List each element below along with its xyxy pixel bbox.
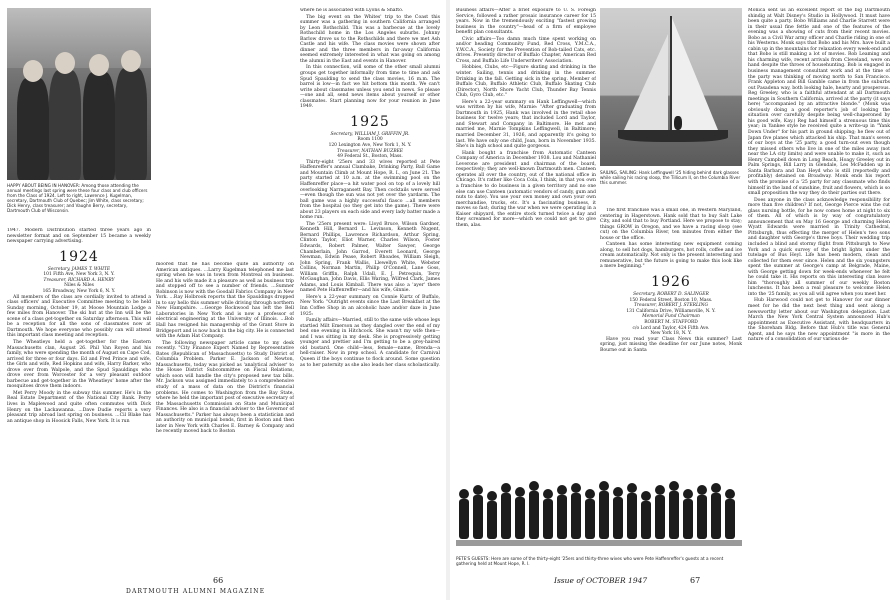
- secretary-address: 101 Fifth Ave, New York 3, N. Y.: [43, 272, 115, 278]
- paragraph: The first franchise was a small one, in Western Maryland, centering in Hagerstown. Hank sold that to buy Salt Lake City, and sold that to buy Portland. Here we propose to stay; things GROW in Oregon, and we have a racing sloop (see cut) on the Columbia River, ten minutes from either the house or the office.: [600, 208, 742, 241]
- magazine-title-footer: DARTMOUTH ALUMNI MAGAZINE: [126, 588, 266, 595]
- fund-chairman-address: New York 18, N. Y.: [650, 331, 692, 337]
- secretary-address: 150 Federal Street, Boston 10, Mass.: [629, 297, 713, 303]
- column-66-1: [7, 228, 151, 572]
- fund-chairman-title: Memorial Fund Chairman: [642, 314, 700, 320]
- paragraph: moored that he has become quite an authority on American antiques. ...Larry Kugelman telephoned me last spring when he was in town from Montreal on business. He and his wife made it a pleasure as well as business trip and stopped off to see a number of friends. ...Sumner Robinson is now with the Goodall Fabrics Company in New York. ...Ray Holbrook reports that the Spauldings dropped in to say hello this summer while driving through northern New Hampshire. ...George Rockwood has left the Bell Laboratories in New York and is now a professor of electrical engineering at the University of Illinois. ...Bob Hall has resigned his managership of the Grant Store in Bridgeport and is now back in the big city. He is connected with the Adam Hat Company.: [156, 262, 294, 340]
- secretary-address: 120 Lexington Ave, New York 1, N. Y.: [328, 143, 412, 149]
- secretary-room: Room 1100: [357, 137, 383, 143]
- treasurer-title: Treasurer, ROBERT J. STERLING: [634, 303, 708, 309]
- secretary-title: Secretary, ROBERT D. SALINGER: [633, 292, 709, 298]
- paragraph: Business affairs—After a brief exposure to U. S. Foreign Service, followed a rather prosaic insurance career for 15 years. Now in the tremendously exciting "fastest growing business in the country"—head of a firm of employee benefit plan consultants.: [456, 8, 596, 36]
- caption-sailing: SAILING, SAILING: Hank Leffingwell '25 hiding behind dark glasses while sailing his racing sloop, the Tillicum II, on the Columbia River this summer.: [600, 170, 741, 185]
- class-officer-info: [7, 267, 151, 295]
- caption-hanover: HAPPY ABOUT BEING IN HANOVER: Among those attending the annual meetings last spring were these four class and club officers from the Class of 1924. Left to right, Lawrence J. Kugelman, secretary, Dartmouth Club of Quebec; Jim White, class secretary; Dick Henry, class treasurer; and Vaughn Berry, secretary, Dartmouth Club of Wisconsin.: [7, 183, 148, 213]
- page-67: [450, 0, 896, 600]
- photo-hanover-group: [7, 8, 151, 180]
- fund-chairman-name: ROBERT M. STAFFORD: [644, 319, 698, 325]
- paragraph: Met Perry Moody in the subway this summer. He's in the Real Estate Department of the National City Bank. Perry lives in Maplewood and quite often commutes with Dick Henry on the Lackawanna. ...Dave Dudie reports a very pleasant trip abroad last spring on business. ...Cil Blake has an antique shop in Hoosick Falls, New York. It is run: [7, 390, 151, 424]
- paragraph: The Wheatleys held a get-together for the Eastern Massachusetts clan, August 26. Phil Van Royen and his family, who were spending the month of August on Cape Cod, arrived for three or four days. Ed and Fred Prince and wife, the Girls and wife, Red Hopkins and wife, Harry Barker, who drove over from Walpole, and the Spud Spauldings who drove over from Worcester for a very pleasant outdoor barbecue and get-together in the Wheatleys' home after the mosquitoes drove them indoors.: [7, 339, 151, 390]
- caption-guests: PETE'S GUESTS: Here are some of the thirty-eight '25ers and thirty-three wives who were Pete Haffenreffer's guests at a recent gathering held at Mount Hope, R. I.: [456, 556, 724, 566]
- fund-chairman-address: c/o Lord and Taylor, 424 Fifth Ave.: [632, 325, 710, 331]
- photo-sailing-sloop: [600, 8, 742, 166]
- paragraph: where he is associated with Lyons & Shafto.: [300, 8, 404, 13]
- paragraph: All members of the class are cordially invited to attend a class officers' and Executive Committee meeting to be held Sunday morning, October 19, at Moose Mountain Lodge a few miles from Hanover. The ski hut at the Inn will be the scene of a class get-together on Saturday afternoon. This will be a reception for all the sons of classmates now at Dartmouth. We hope everyone who possibly can will attend this important class meeting and reception.: [7, 294, 151, 339]
- class-officer-info: [300, 132, 440, 160]
- treasurer-address: 49 Federal St., Boston, Mass.: [337, 154, 403, 160]
- class-officer-info: [600, 292, 742, 337]
- issue-date-footer: Issue of OCTOBER 1947: [554, 576, 648, 585]
- paragraph: Family affairs—Married, still to the same wife whose legs startled Milt Emerson as they dangled over the end of my bed one evening in Hitchcock. She wasn't my wife then—and I was sitting in my desk. She is progressively getting younger and prettier and I'm getting to be a grey-haired old bustard. One child—less, female—name, Brenda—a hell-raiser. Now in prep school. A candidate for Carnival Queen if the boys continue to flock around. Some question as to her paternity as she also leads her class scholastically.: [300, 318, 440, 368]
- paragraph: The following newspaper article came to my desk recently. "City Finance Expert Named by Representative Bates (Republican of Massachusetts) to Study District of Columbia Problem. Parker E. Jackson of Newton, Massachusetts, today was picked as 'analytical adviser' to the House District Subcommittee on Fiscal Relations, which soon will handle the city's proposed new tax bills. Mr. Jackson was assigned immediately to a comprehensive study of a mass of data on the District's financial problems. He comes to Washington from the Bay State, where he held the important post of executive secretary of the Massachusetts Commission on State and Municipal Finances. He also is a financial adviser to the Governor of Massachusetts." Parker has always been a statistician and an authority on municipal bonds, first in Boston and then later in New York with Charles E. Barney & Company and he recently moved back to Boston: [156, 340, 294, 435]
- photo-petes-guests: [456, 444, 742, 556]
- page-number-right: 67: [690, 576, 701, 585]
- class-year-heading: 1925: [350, 113, 390, 130]
- paragraph: Civic affairs—Too damn much time spent working on and/or heading Community Fund, Red Cross, Y.M.C.A., Y.W.C.A., Society for the Prevention of Bob-tailed Cats, etc. drives. Presently director of Buffalo Chapter, American Red Cross, and Buffalo Life Underwriters' Association.: [456, 36, 596, 64]
- treasurer-address: 165 Broadway, New York 6, N. Y.: [42, 289, 116, 295]
- paragraph: Hobbies, Clubs, etc—Figure skating and drinking in the winter. Sailing, tennis and drinking in the summer. Drinking in the fall. Getting sick in the spring. Member of Buffalo Club, Buffalo Athletic Club, Buffalo Skating Club (Director), North Shore Yacht Club, Thunder Bay Tennis Club, Gyro Club, etc.": [456, 65, 596, 99]
- column-66-3: [300, 8, 440, 572]
- guests-silhouettes: [456, 444, 742, 556]
- treasurer-address: Niles & Niles: [64, 283, 94, 289]
- page-number-left: 66: [213, 576, 224, 585]
- paragraph: Monica sent us an excellent report of the big Dartmouth shindig at Walt Disney's Studio in Hollywood. It must have been quite a party. Bobo Williams and Charlie Starrett were in their usual fine fettle and one of the features of the evening was a showing of cuts from their recent movies. Bobo as a Civil War army officer and Charlie riding in one of his Westerns. Monk says that Bobo and his Mrs. have built a cabin up in the mountains for relaxation every week-end and that Bobo is still making a lot of movies. Rob Leaming and his charming wife, recent arrivals from Cleveland, were on hand despite the throes of househunting. Bob is engaged in business management consultant work and at the time of the party was thinking of moving north to San Francisco. Frank Appleton and Bill Gamble came in from the suburbs out Pasadena way, both looking hale, hearty and prosperous. Reg Greeley, who is a faithful attendant at all Dartmouth meetings in Southern California, arrived at the party (it says here) "accompanied by an attractive blonde." (Monk was obviously doing a good reporter's job of looking the situation over carefully despite being well-chaperoned by his good wife, Kay.) Reg had himself a strenuous time this year; in Yankee style he received quite a write-up in "Yank Down Under" for his part in ground shipping; he flew out of Japan five planes which attacked his ship. That man's seven of our boys at the '25 party, a good turn-out even though they missed others who live in one of the miles away (not near the LA city limits) and were unable to make it, such as Henry Campbell down in Long Beach, Hoagy Greeley out in Palm Springs, Bill Larry in Glendale, Les McFadden up in Santa Barbara and Dan Heyd who is still (reportedly and profitably) detained on Broadway. Monk ends his report with the promise of a '25 party for any classmate who finds himself in the land of sunshine, fruit and flowers, which is so small proposition the way they do their parties out there.: [748, 8, 890, 197]
- paragraph: The big event on the Whites' trip to the Coast this summer was a gathering in southern California arranged by Leon Rothschild. This was a barbecue at the lovely Rothschild home in the Los Angeles suburbs. Johnny Barlow drove us to the Rothschilds and there we met Ash Castle and his wife. The class movies were shown after dinner and the three members in far-away California seemed extremely interested in what was going on among the alumni in the East and events in Hanover.: [300, 14, 440, 64]
- paragraph: Hub Harwood could not get to Hanover for our dinner meet for he did the next best thing and sent along a newsworthy letter about our Washington delegation. Last March the New York Central System announced Hub's appointment as Executive Assistant, with headquarters in the Shoreham Bldg. Before that Hub's title was General Agent, and he says the new appointment "is more in the nature of a consolidation of our various de-: [748, 298, 890, 343]
- paragraph: The '25ers present were: Lloyd Bruce, Wilson Gardner, Kenneth Hill, Bernard L. Levinson, Kenneth Nugent, Bernard Phillips, Lawrence Richardson, Arthur Spring, Clinton Taylor, Eliot Warner, Charles Wilson, Foster Edwards, Robert Palmer, Walter Sawyer, George Chamberlain, John Garrod, Everett Leonard, George Newman, Edwin Pease, Robert Rhoades, William Sleigh, John Spring, Frank Wallis, Llewellyn White, Webster Collins, Norman Martin, Philip O'Connell, Lane Goss, William Griffin, Ralph Udall, E. J. Petrequin, Terry McGaughan, John Davis, Ellis Waring, Wilfred Clark, James Adams, and Louis Kimball. There was also a 'ayer' there named Pete Haffenreffer—and his wife, Ginnie.: [300, 221, 440, 294]
- paragraph: Here's a 22-year summary on Connie Kurtz of Buffalo, New York: "Outright events since the Last Breakfast at the Inn Coffee Shop in an alcoholic haze and/or daze in June 1925:: [300, 294, 440, 317]
- class-year-heading: 1924: [59, 248, 99, 265]
- column-67-1: [456, 8, 596, 438]
- column-66-2: [156, 262, 294, 572]
- paragraph: Does anyone in the class acknowledge responsibility for more than five children? If not, George Pierce wins the cut glass nursing bottle, for he now comes home at night to six of them. All of which is by way of congratulatory announcement that on May 16 George and charming Helen Wyatt Edwards were married in Trinity Cathedral, Pittsburgh, thus effecting the merger of Helen's two sons and daughter with George's three boys. Their wedding trip included a blind and stormy flight from Pittsburgh to New York and a quick survey of the bright lights under the tutelage of Bus Heyl. Life has been modern, clean and collected for them ever since. Helen and the six youngsters spent the summer at George's camp at Belgrade, Maine, with George getting down for week-ends whenever he felt he could take it. His reports on this interesting clan leave him "thoroughly all summer of our weekly Boston luncheons. It has been a real pleasure to welcome Helen into the '25 family, as you all will agree when you meet her.: [748, 197, 890, 297]
- secretary-title: Secretary, WILLIAM J. GRIFFIN JR.: [330, 131, 410, 137]
- paragraph: 1947. Modern Distribution started three years ago in newsletter format and on September 15 became a weekly newspaper carrying advertising.: [7, 228, 151, 245]
- treasurer-title: Treasurer, NATHAN BUZBEE: [337, 148, 403, 154]
- column-67-2: [600, 208, 742, 438]
- paragraph: Thirty-eight '25ers and 33 wives reported at Pete Haffenreffer's annual Clambake, Drinking Party, Ball Game and Mountain Climb at Mount Hope, R. I., on June 21. The party started at 10 a.m. at the swimming pool on the Haffenreffer place—a hit water pool on top of a lovely hill overlooking Narragansett Bay. Then cocktails were served—even though the sun was not yet over the yardarm. The ball game was a highly successful fiasco ...all members from the hospital (so they get into the game). There were about 23 players on each side and every lady batter made a home run.: [300, 159, 440, 221]
- class-year-heading: 1926: [651, 274, 691, 291]
- column-67-3: [748, 8, 890, 572]
- paragraph: In this connection, will some of the other small alumni groups get together informally from time to time and ask Spud Spaulding to send the class movies, 16 m.m. The barrel is low—in fact we hit bottom this month. We can't write about classmates unless you send in news. So please—one and all, send news items about yourself or other classmates. Start planning now for your reunion in June 1949.: [300, 65, 440, 110]
- treasurer-title: Treasurer, RICHARD A. HENRY: [43, 277, 115, 283]
- treasurer-address: 131 California Drive, Williamsville, N. Y.: [626, 308, 716, 314]
- paragraph: Canteen has some interesting new equipment coming along, to sell hot dogs, hamburgers, hot rolls, coffee and ice cream automatically. Not only is the present interesting and remunerative, but the future is going to make this look like a mere beginning.": [600, 242, 742, 270]
- secretary-title: Secretary, JAMES T. WHITE: [47, 266, 111, 272]
- paragraph: Here's a 22-year summary on Hank Leffingwell—which was written by his wife, Marnie: "After graduating from Dartmouth in 1925, Hank was involved in the retail shoe business for twelve years; that included Lord and Taylor, and Stewart and Company in Baltimore. He met and married me, Marnie Tompkins Leffingwell, in Baltimore; married December 31, 1926, and apparently it's going to last. We have only one child, Joan, born in November 1935. She's in high school and quite gorgeous.: [456, 99, 596, 150]
- paragraph: Have you read your Class News this summer? Last spring, just missing the deadline for our June notes, Monk Bourne out in Santa: [600, 336, 742, 353]
- paragraph: Hank bought a franchise from Automatic Canteen Company of America in December 1938. Lou and Nathaniel Leverone are president and chairman of the board, respectively; they are well-known Dartmouth men. Canteen operates all over the country, out of the national office in Chicago. It's rather like Coca Cola, I think, in that you own a franchise to do business in a given territory and no one else can use Canteen (automatic vendors of candy, gum and nuts to date). You use your own money and own your own merchandise, trucks, etc. It's a fascinating business, it moves so fast; during the war when we were operating in a Kaiser shipyard, the entire stock turned twice a day and they screamed for more—which we could not get to give them, alas.: [456, 150, 596, 228]
- page-66: [0, 0, 446, 600]
